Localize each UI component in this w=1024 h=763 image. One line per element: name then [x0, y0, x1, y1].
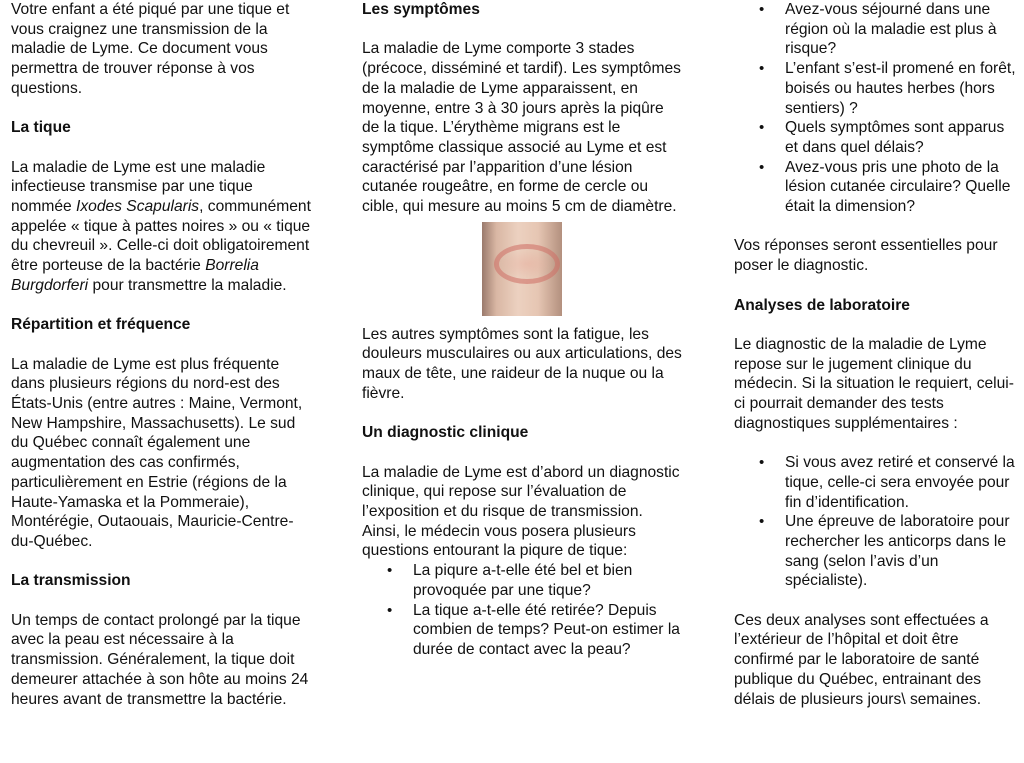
list-item: • Si vous avez retiré et conservé la tique, celle-ci sera envoyée pour fin d’identification.	[785, 453, 1019, 512]
list-item: • Une épreuve de laboratoire pour rechercher les anticorps dans le sang (selon l’avis d’un spécialiste).	[785, 512, 1019, 591]
continued-questions-list	[734, 0, 1019, 217]
erythema-migrans-photo	[482, 222, 562, 316]
heading-diagnostic: Un diagnostic clinique	[362, 424, 529, 442]
tique-bacteria: Borrelia Burgdorferi	[11, 257, 259, 294]
column-2	[362, 0, 682, 660]
symptomes-paragraph: La maladie de Lyme comporte 3 stades (précoce, disséminé et tardif). Les symptômes de la maladie de Lyme apparaissent, en moyenne, entre 3 à 30 jours après la piqûre de la tique. L’érythème migrans est le symptôme classique associé au Lyme et est caractérisé par l’apparition d’une lésion cutanée rougeâtre, en forme de cercle ou cible, qui mesure au moins 5 cm de diamètre.	[362, 40, 681, 216]
column-3	[734, 0, 1019, 709]
tique-text-mid: , communément appelée « tique à pattes noires » ou « tique du chevreuil ». Celle-ci doit obligatoirement être porteuse de la bactérie	[11, 198, 311, 275]
closing-paragraph: Ces deux analyses sont effectuées a l’extérieur de l’hôpital et doit être confirmé par le laboratoire de santé publique du Québec, entrainant des délais de plusieurs jours\ semaines.	[734, 611, 989, 708]
analyses-paragraph: Le diagnostic de la maladie de Lyme repose sur le jugement clinique du médecin. Si la situation le requiert, celui-ci pourrait demander des tests diagnostiques supplémentaires :	[734, 335, 1014, 432]
other-symptoms-paragraph: Les autres symptômes sont la fatigue, les douleurs musculaires ou aux articulations, des maux de tête, une raideur de la nuque ou la fièvre.	[362, 325, 682, 402]
list-item: • La piqure a-t-elle été bel et bien provoquée par une tique?	[413, 561, 682, 600]
heading-repartition: Répartition et fréquence	[11, 316, 191, 334]
analyses-list	[734, 453, 1019, 591]
tique-species: Ixodes Scapularis	[76, 198, 200, 215]
tique-text-end: pour transmettre la maladie.	[88, 276, 287, 294]
heading-la-tique: La tique	[11, 119, 71, 137]
list-item: • Quels symptômes sont apparus et dans quel délais?	[785, 118, 1019, 157]
intro-paragraph: Votre enfant a été piqué par une tique et vous craignez une transmission de la maladie de Lyme. Ce document vous permettra de trouver réponse à vos questions.	[11, 1, 290, 97]
rash-ring	[494, 244, 560, 284]
heading-symptomes: Les symptômes	[362, 1, 480, 18]
list-item: • L’enfant s’est-il promené en forêt, boisés ou hautes herbes (hors sentiers) ?	[785, 59, 1019, 118]
list-item: • Avez-vous séjourné dans une région où la maladie est plus à risque?	[785, 0, 1019, 59]
repartition-paragraph: La maladie de Lyme est plus fréquente dans plusieurs régions du nord-est des États-Unis (entre autres : Maine, Vermont, New Hampshire, Massachusetts). Le sud du Québec connaît également une augmentation des cas confirmés, particulièrement en Estrie (régions de la Haute-Yamaska et la Pommeraie), Montérégie, Outaouais, Mauricie-Centre-du-Québec.	[11, 355, 303, 550]
tique-text-start: La maladie de Lyme est une maladie infectieuse transmise par une tique nommée	[11, 158, 266, 215]
tique-paragraph	[11, 158, 316, 296]
photo-container	[362, 222, 682, 316]
column-1	[11, 0, 316, 709]
transmission-paragraph: Un temps de contact prolongé par la tique avec la peau est nécessaire à la transmission. Généralement, la tique doit demeurer attachée à son hôte au moins 24 heures avant de transmettre la bactérie.	[11, 611, 309, 708]
diagnostic-questions-list	[362, 561, 682, 660]
heading-analyses: Analyses de laboratoire	[734, 296, 910, 314]
diagnostic-paragraph: La maladie de Lyme est d’abord un diagnostic clinique, qui repose sur l’évaluation de l’exposition et du risque de transmission. Ainsi, le médecin vous posera plusieurs questions entourant la piqure de tique:	[362, 463, 680, 560]
list-item: • La tique a-t-elle été retirée? Depuis combien de temps? Peut-on estimer la durée de contact avec la peau?	[413, 601, 682, 660]
list-item: • Avez-vous pris une photo de la lésion cutanée circulaire? Quelle était la dimension?	[785, 158, 1019, 217]
heading-transmission: La transmission	[11, 572, 131, 590]
answers-paragraph: Vos réponses seront essentielles pour poser le diagnostic.	[734, 237, 998, 275]
